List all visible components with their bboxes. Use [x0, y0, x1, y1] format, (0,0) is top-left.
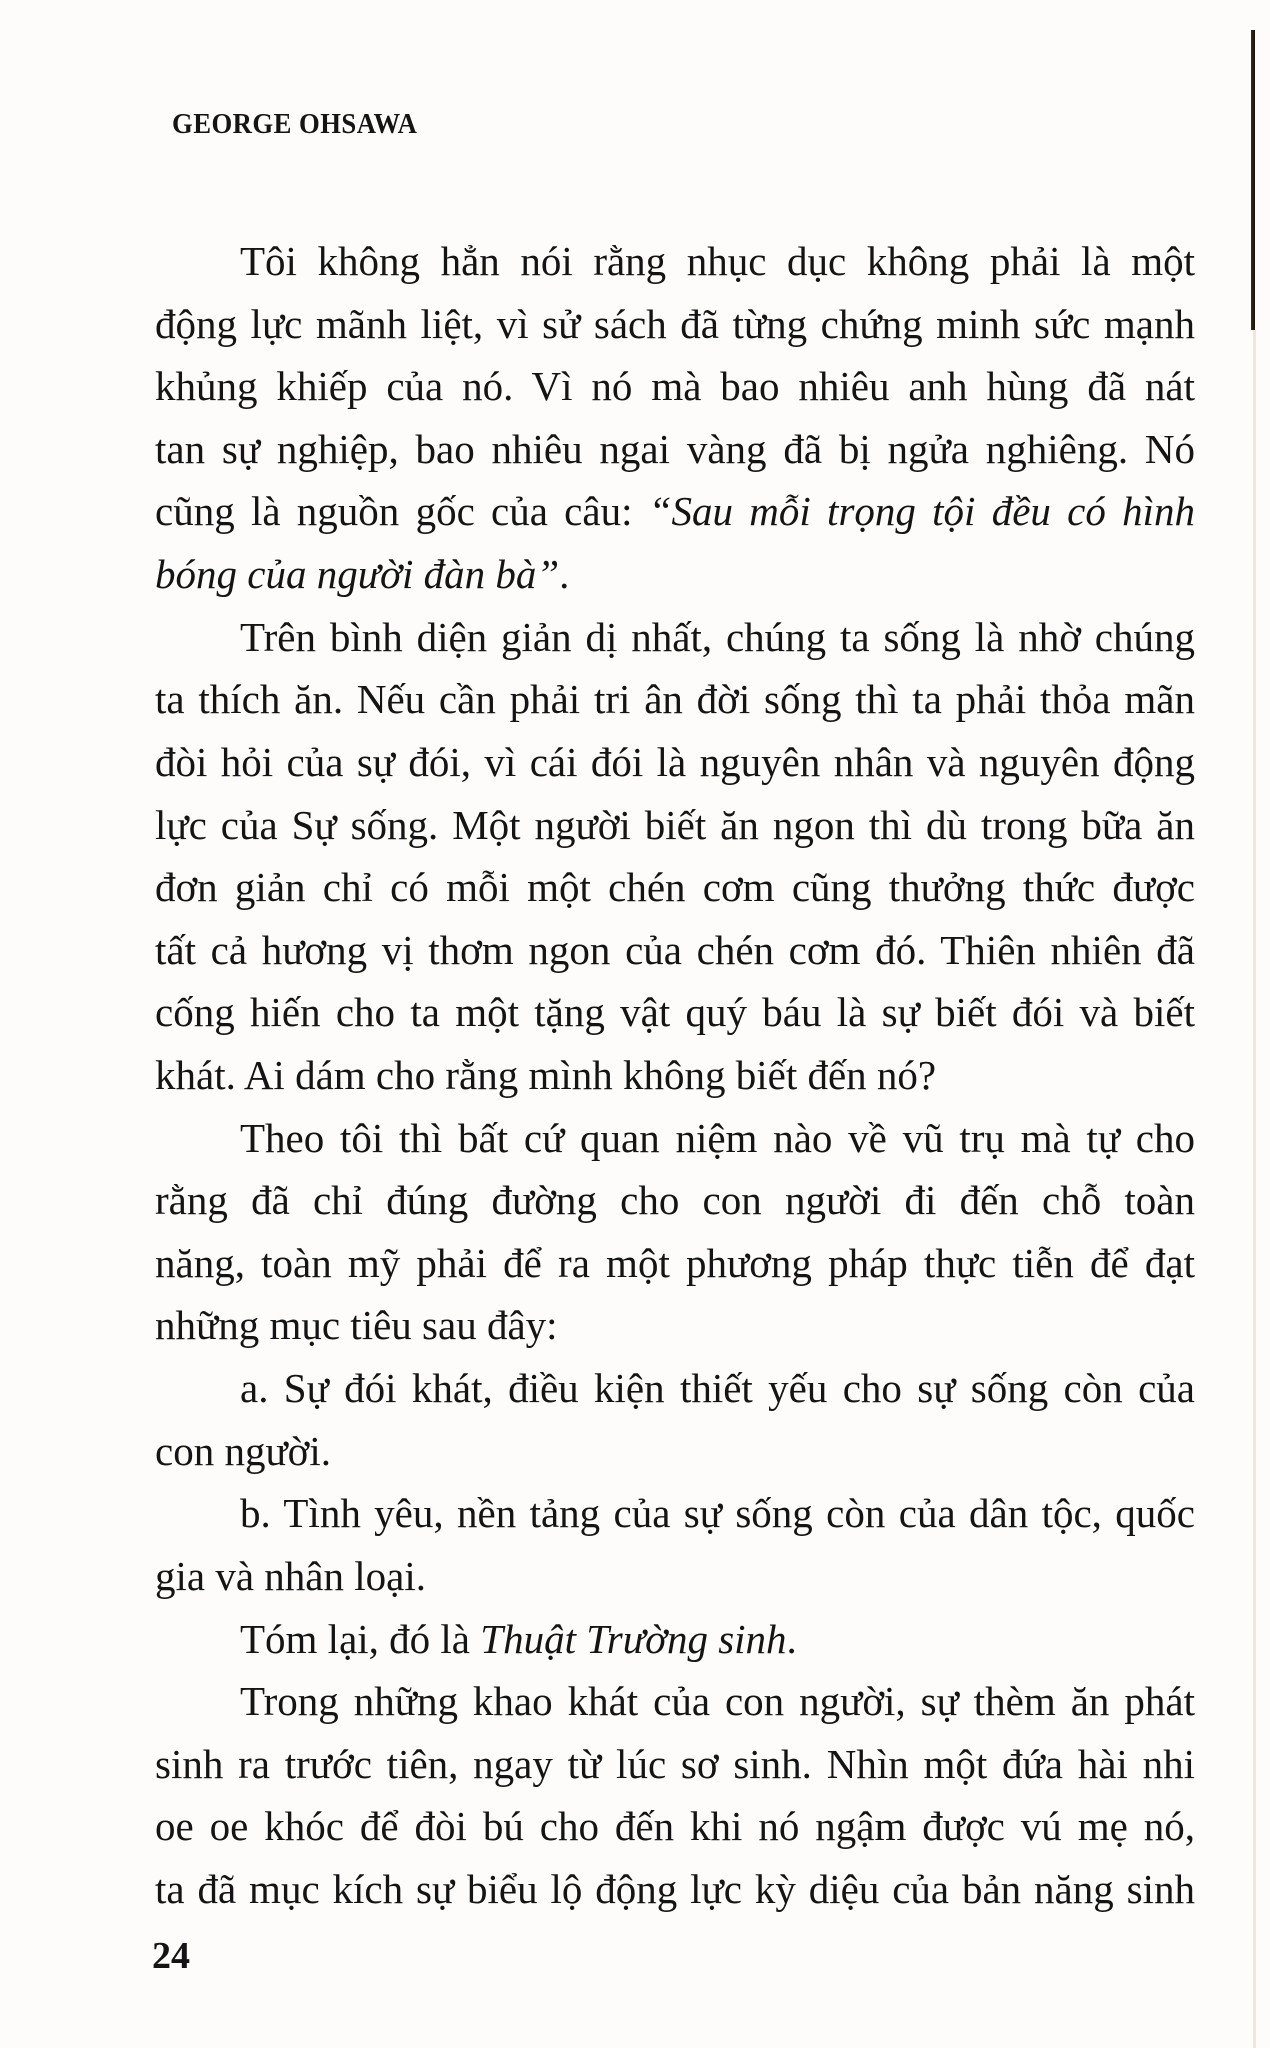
- text-line: [155, 486, 1195, 536]
- line-text: Tóm lại, đó là: [240, 1615, 481, 1662]
- text-line: [240, 612, 1195, 662]
- line-text: năng, toàn mỹ phải để ra một phương pháp thực tiễn để đạt: [155, 1239, 1195, 1286]
- line-text: con người.: [155, 1427, 331, 1474]
- line-text: sinh ra trước tiên, ngay từ lúc sơ sinh. Nhìn một đứa hài nhi: [155, 1740, 1195, 1787]
- page-edge-shadow: [1251, 30, 1255, 330]
- line-text: Tôi không hẳn nói rằng nhục dục không phải là một: [240, 238, 1195, 284]
- text-line: [155, 1300, 1195, 1350]
- text-line: [240, 1676, 1195, 1726]
- text-line: [155, 1551, 1195, 1601]
- text-line: [155, 1864, 1195, 1914]
- line-text: tất cả hương vị thơm ngon của chén cơm đó. Thiên nhiên đã: [155, 926, 1195, 973]
- line-text: những mục tiêu sau đây:: [155, 1302, 558, 1349]
- text-line: [155, 549, 1195, 599]
- line-text: oe oe khóc để đòi bú cho đến khi nó ngậm được vú mẹ nó,: [155, 1803, 1195, 1850]
- line-text: khát. Ai dám cho rằng mình không biết đến nó?: [155, 1052, 937, 1098]
- text-line: [240, 236, 1195, 286]
- line-text: động lực mãnh liệt, vì sử sách đã từng chứng minh sức mạnh: [155, 300, 1195, 347]
- text-line: [155, 800, 1195, 850]
- list-item-a: [240, 1363, 1195, 1413]
- text-line: [240, 1113, 1195, 1163]
- line-text: .: [559, 551, 570, 598]
- text-line: [155, 361, 1195, 411]
- line-text: .: [786, 1615, 797, 1662]
- line-text: đơn giản chỉ có mỗi một chén cơm cũng thưởng thức được: [155, 864, 1195, 911]
- text-line: [155, 424, 1195, 474]
- line-text: ta đã mục kích sự biểu lộ động lực kỳ diệu của bản năng sinh: [155, 1866, 1195, 1912]
- text-line: [155, 1801, 1195, 1851]
- quote-italic: bóng của người đàn bà”: [155, 551, 560, 598]
- text-line: [155, 1739, 1195, 1789]
- term-italic: Thuật Trường sinh: [480, 1615, 787, 1662]
- page-edge: [1253, 330, 1256, 2048]
- line-text: Trong những khao khát của con người, sự thèm ăn phát: [240, 1678, 1195, 1725]
- line-text: cống hiến cho ta một tặng vật quý báu là sự biết đói và biết: [155, 989, 1195, 1036]
- line-text: lực của Sự sống. Một người biết ăn ngon thì dù trong bữa ăn: [155, 801, 1195, 848]
- text-line: [155, 987, 1195, 1037]
- line-text: cũng là nguồn gốc của câu:: [155, 488, 649, 535]
- line-text: Theo tôi thì bất cứ quan niệm nào về vũ trụ mà tự cho: [240, 1114, 1195, 1161]
- text-line: [155, 299, 1195, 349]
- line-text: khủng khiếp của nó. Vì nó mà bao nhiêu anh hùng đã nát: [155, 363, 1195, 410]
- line-text: rằng đã chỉ đúng đường cho con người đi đến chỗ toàn: [155, 1177, 1195, 1224]
- running-head: GEORGE OHSAWA: [172, 108, 418, 140]
- line-text: gia và nhân loại.: [155, 1552, 426, 1599]
- line-text: Trên bình diện giản dị nhất, chúng ta sống là nhờ chúng: [240, 613, 1195, 660]
- text-line: [155, 1050, 1195, 1100]
- line-text: a. Sự đói khát, điều kiện thiết yếu cho sự sống còn của: [240, 1365, 1195, 1412]
- line-text: b. Tình yêu, nền tảng của sự sống còn của dân tộc, quốc: [240, 1490, 1195, 1537]
- list-item-b: [240, 1488, 1195, 1538]
- text-line: [155, 674, 1195, 724]
- text-line: [155, 737, 1195, 787]
- line-text: đòi hỏi của sự đói, vì cái đói là nguyên nhân và nguyên động: [155, 738, 1195, 785]
- line-text: ta thích ăn. Nếu cần phải tri ân đời sống thì ta phải thỏa mãn: [155, 676, 1195, 723]
- quote-italic: “Sau mỗi trọng tội đều có hình: [648, 488, 1195, 535]
- text-line: [240, 1614, 1195, 1664]
- page-number: 24: [152, 1935, 190, 1977]
- text-line: [155, 1426, 1195, 1476]
- text-line: [155, 862, 1195, 912]
- text-line: [155, 1238, 1195, 1288]
- line-text: tan sự nghiệp, bao nhiêu ngai vàng đã bị ngửa nghiêng. Nó: [155, 425, 1195, 472]
- text-line: [155, 925, 1195, 975]
- text-line: [155, 1175, 1195, 1225]
